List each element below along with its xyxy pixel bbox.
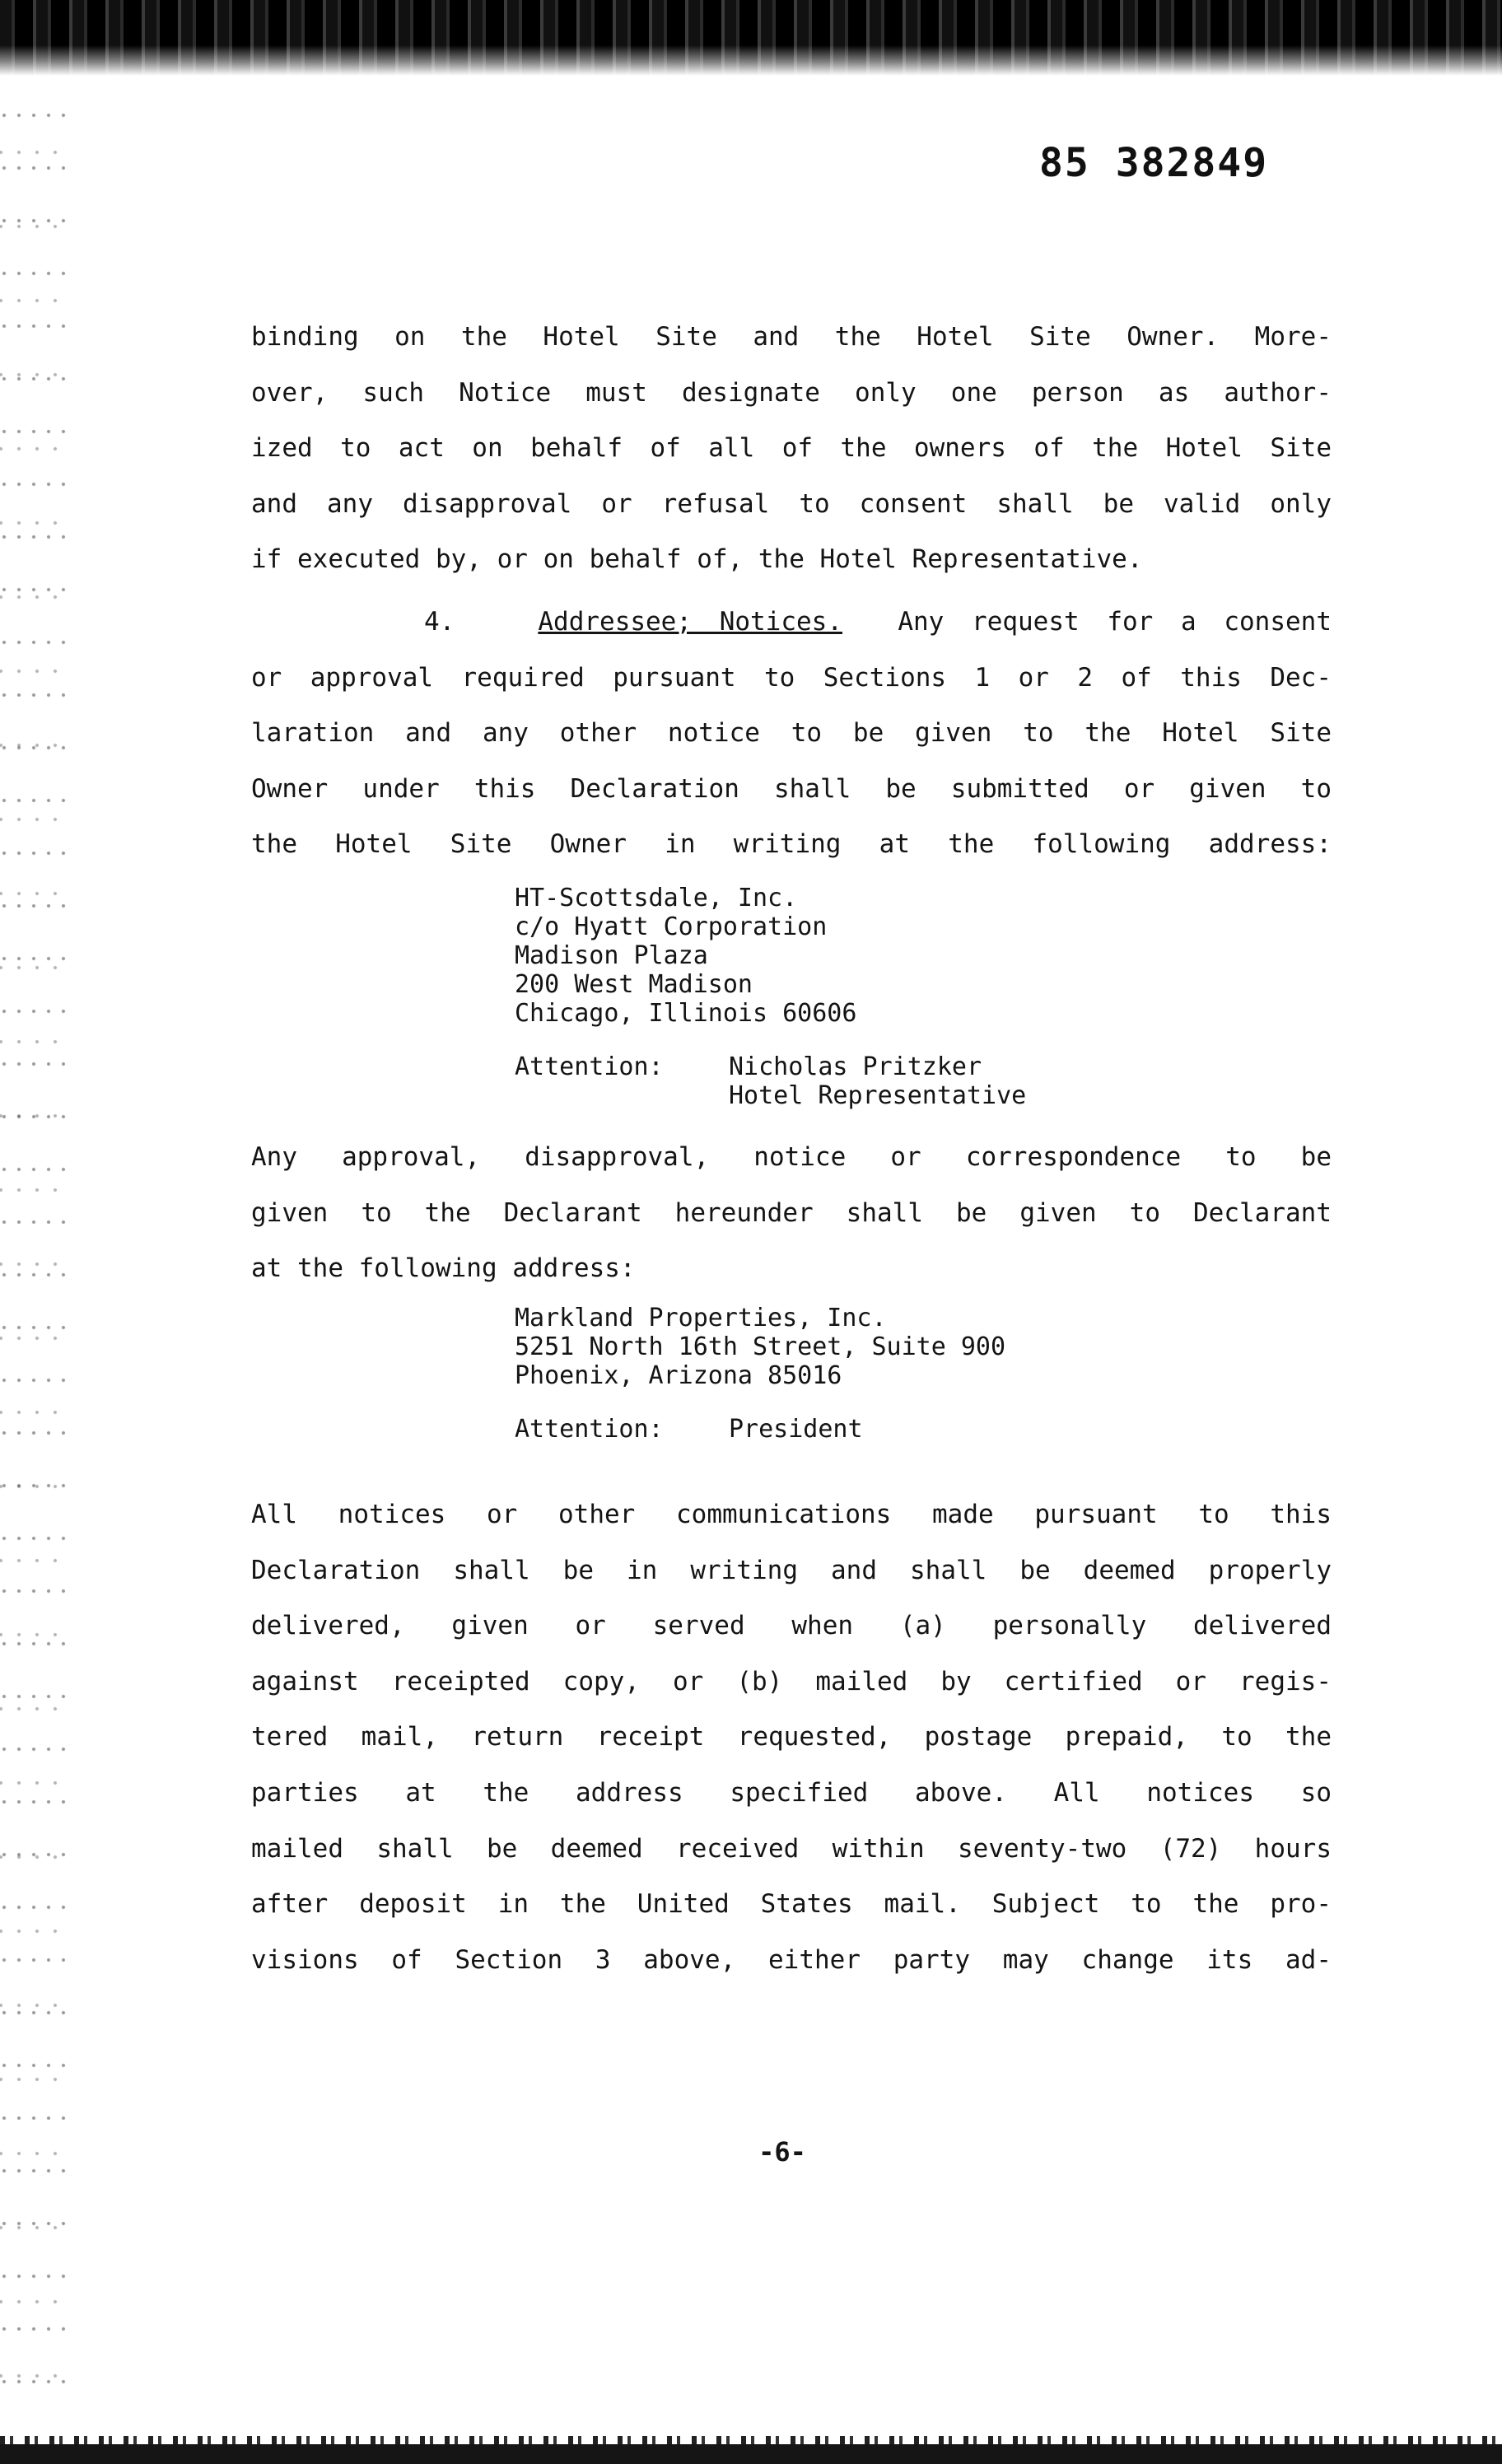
address-line: c/o Hyatt Corporation	[515, 912, 828, 941]
text-line: All notices or other communications made pursuant to this	[251, 1500, 1332, 1529]
hotel-attention	[515, 1052, 1026, 1110]
scan-edge-top	[0, 0, 1502, 76]
page-number: -6-	[758, 2136, 806, 2168]
address-line: Markland Properties, Inc.	[515, 1304, 887, 1332]
text-line: Any request for a consent	[898, 607, 1332, 637]
section-heading: Addressee; Notices.	[538, 607, 842, 637]
address-line: Chicago, Illinois 60606	[515, 999, 857, 1028]
text-line: ized to act on behalf of all of the owners of the Hotel Site	[251, 433, 1332, 464]
document-number: 85 382849	[1039, 140, 1269, 186]
hotel-address-block	[515, 884, 1256, 1028]
text-line: mailed shall be deemed received within seventy-two (72) hours	[251, 1833, 1332, 1864]
section-number: 4.	[424, 607, 455, 637]
section-4-first-line	[251, 595, 1332, 651]
text-line: the Hotel Site Owner in writing at the following address:	[251, 829, 1332, 860]
declarant-attention	[515, 1415, 863, 1444]
attention-name: Nicholas Pritzker	[729, 1052, 982, 1081]
address-line: 5251 North 16th Street, Suite 900	[515, 1332, 1006, 1361]
text-line: Owner under this Declaration shall be submitted or given to	[251, 773, 1332, 804]
section-4-paragraph	[251, 595, 1332, 873]
scan-margin-specks	[0, 82, 66, 2405]
attention-label: Attention:	[515, 1415, 664, 1444]
address-line: HT-Scottsdale, Inc.	[515, 884, 798, 912]
text-line: laration and any other notice to be given to the Hotel Site	[251, 718, 1332, 749]
text-line: Any approval, disapproval, notice or correspondence to be	[251, 1142, 1332, 1172]
text-line: against receipted copy, or (b) mailed by certified or regis-	[251, 1666, 1332, 1696]
address-line: Phoenix, Arizona 85016	[515, 1361, 842, 1390]
text-line: and any disapproval or refusal to consent shall be valid only	[251, 488, 1332, 519]
attention-value: President	[729, 1415, 863, 1444]
attention-label: Attention:	[515, 1052, 664, 1081]
attention-value	[729, 1052, 1026, 1110]
text-line: if executed by, or on behalf of, the Hotel Representative.	[251, 544, 1143, 575]
text-line: over, such Notice must designate only one person as author-	[251, 377, 1332, 408]
attention-title: Hotel Representative	[729, 1081, 1027, 1110]
text-line: given to the Declarant hereunder shall be given to Declarant	[251, 1197, 1332, 1228]
text-line: or approval required pursuant to Sections 1 or 2 of this Dec-	[251, 662, 1332, 693]
scan-edge-bottom	[0, 2444, 1502, 2464]
text-line: parties at the address specified above. All notices so	[251, 1777, 1332, 1808]
declarant-paragraph	[251, 1130, 1332, 1297]
notices-paragraph	[251, 1487, 1332, 1988]
text-line: visions of Section 3 above, either party may change its ad-	[251, 1944, 1332, 1975]
text-line: Declaration shall be in writing and shall be deemed properly	[251, 1555, 1332, 1585]
address-line: 200 West Madison	[515, 970, 753, 999]
text-line: tered mail, return receipt requested, postage prepaid, to the	[251, 1722, 1332, 1752]
address-line: Madison Plaza	[515, 941, 708, 970]
text-line: binding on the Hotel Site and the Hotel Site Owner. More-	[251, 322, 1332, 352]
text-line: after deposit in the United States mail. Subject to the pro-	[251, 1889, 1332, 1920]
paragraph-continued	[251, 310, 1332, 588]
text-line: at the following address:	[251, 1253, 636, 1284]
declarant-address-block	[515, 1304, 1256, 1390]
text-line: delivered, given or served when (a) personally delivered	[251, 1611, 1332, 1641]
